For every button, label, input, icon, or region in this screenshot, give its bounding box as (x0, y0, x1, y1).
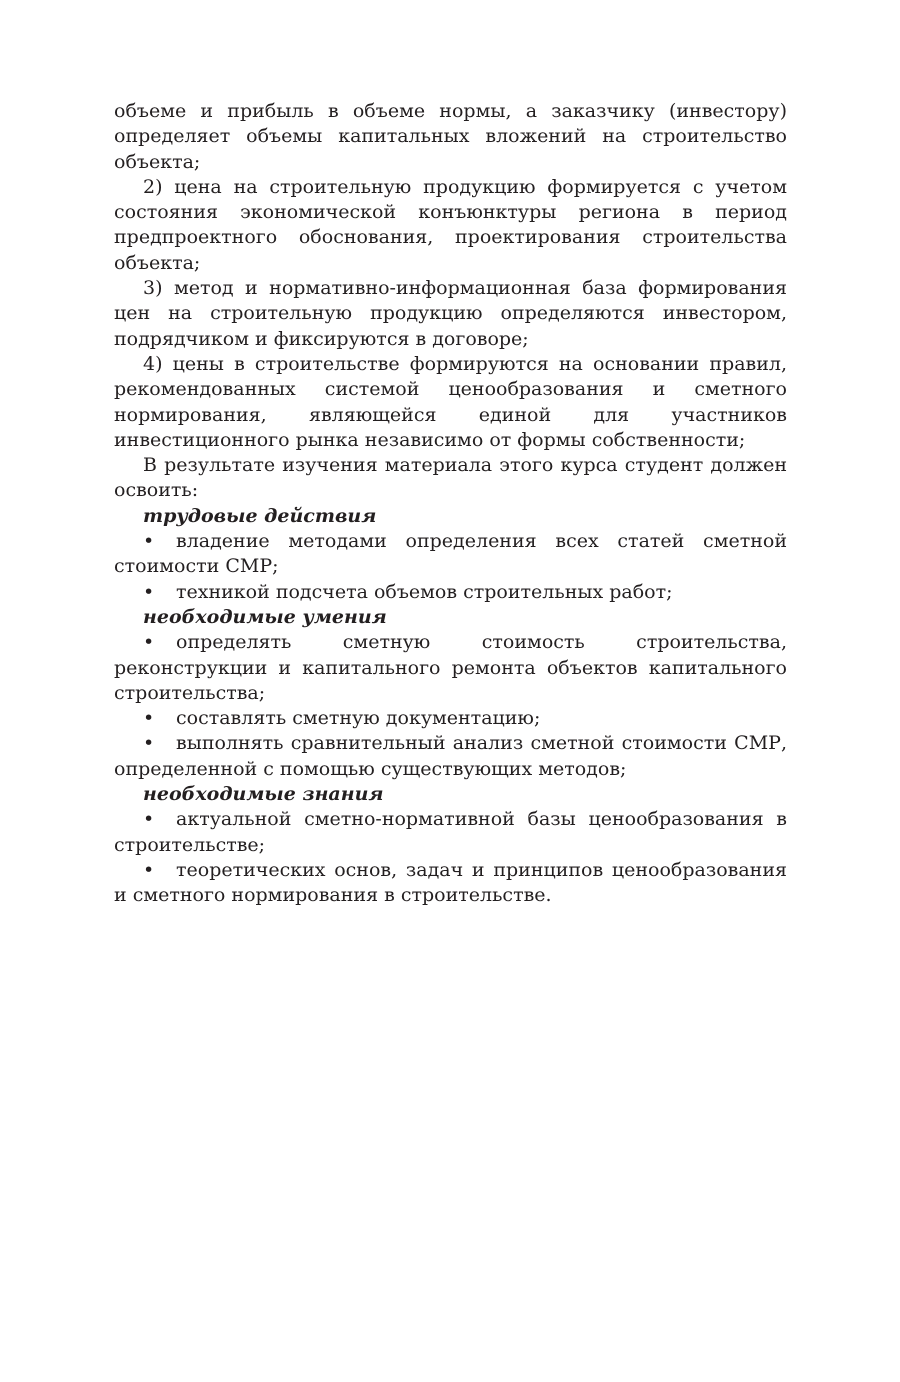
body-text (114, 99, 787, 909)
list-item (114, 529, 787, 580)
list-item (114, 858, 787, 909)
heading-required-knowledge: необходимые знания (143, 783, 384, 806)
heading-labor-actions: трудовые действия (143, 504, 377, 527)
list-item-text: владение методами определения всех статей сметной стоимости СМР; (114, 530, 787, 578)
list-item (114, 731, 787, 782)
list-item (114, 807, 787, 858)
bullet-icon: • (143, 858, 155, 881)
paragraph-item-2: 2) цена на строительную продукцию формируется с учетом состояния экономической конъюнктуры региона в период предпроектного обоснования, проектирования строительства объекта; (114, 175, 787, 274)
list-item-text: выполнять сравнительный анализ сметной стоимости СМР, определенной с помощью существующих методов; (114, 732, 787, 780)
paragraph-item-3: 3) метод и нормативно-информационная база формирования цен на строительную продукцию определяются инвестором, подрядчиком и фиксируются в договоре; (114, 277, 787, 350)
heading-required-skills: необходимые умения (143, 605, 387, 628)
bullet-icon: • (143, 732, 155, 755)
list-item (114, 580, 787, 605)
bullet-icon: • (143, 580, 155, 603)
bullet-icon: • (143, 631, 155, 654)
list-item-text: техникой подсчета объемов строительных работ; (176, 580, 673, 603)
paragraph-intro: объеме и прибыль в объеме нормы, а заказчику (инвестору) определяет объемы капитальных вложений на строительство объекта; (114, 100, 787, 173)
paragraph-result: В результате изучения материала этого курса студент должен освоить: (114, 454, 787, 502)
bullet-icon: • (143, 707, 155, 730)
bullet-icon: • (143, 530, 155, 553)
list-item-text: актуальной сметно-нормативной базы ценообразования в строительстве; (114, 808, 787, 856)
list-item (114, 630, 787, 706)
list-item (114, 706, 787, 731)
list-item-text: теоретических основ, задач и принципов ценообразования и сметного нормирования в строительстве. (114, 858, 787, 907)
list-item-text: определять сметную стоимость строительства, реконструкции и капитального ремонта объектов капитального строительства; (114, 631, 787, 704)
bullet-icon: • (143, 808, 155, 831)
list-item-text: составлять сметную документацию; (176, 707, 541, 730)
paragraph-item-4: 4) цены в строительстве формируются на основании правил, рекомендованных системой ценообразования и сметного нормирования, являющейся единой для участников инвестиционного рынка независимо от формы собственности; (114, 352, 787, 451)
